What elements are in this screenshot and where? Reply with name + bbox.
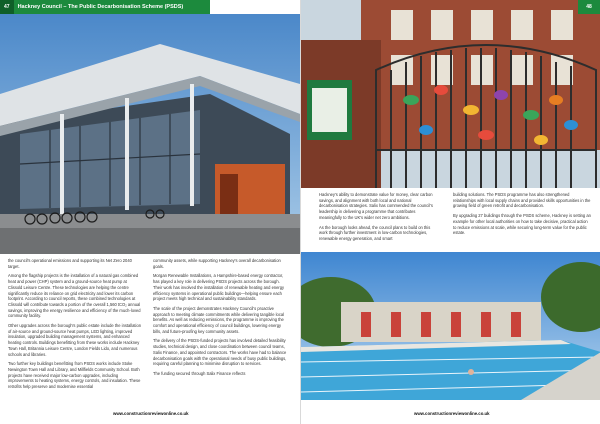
page-number: 48 bbox=[578, 0, 600, 14]
paragraph: building solutions. The PSDS programme has also strengthened relationships with local supply chains and provided skills opportunities in the growing field of green retrofit and decarbonisation. bbox=[453, 192, 591, 209]
paragraph: The scale of the project demonstrates Hackney Council's proactive approach to meeting climate commitments while delivering tangible local benefits. As well as reducing emissions, the programme is improving the comfort and operational efficiency of council buildings, lowering energy bills, and future-proofing key community assets. bbox=[153, 305, 285, 334]
page-header bbox=[0, 0, 210, 14]
header-title: Hackney Council – The Public Decarbonisation Scheme (PSDS) bbox=[17, 4, 184, 10]
text-column-1 bbox=[319, 192, 437, 246]
paragraph: Two further key buildings benefitting from PSDS works include Stoke Newington Town Hall and Library, and Millfields Community School. Both projects have received major low-carbon upgrades, including improvements to heating systems, energy controls, and insulation. These retrofits help preserve and modernise essential bbox=[8, 361, 141, 390]
paragraph: As the borough looks ahead, the council plans to build on this work through further investment in low-carbon technologies, renewable energy generation, and smart bbox=[319, 224, 431, 241]
paragraph: Morgan Renewable Installations, a Hampshire-based energy contractor, has played a key role in delivering PSDS projects across the borough. Their work has involved the installation of renewable heating and energy efficiency systems in operational public buildings—helping ensure each project meets high technical and sustainability standards. bbox=[153, 273, 285, 302]
paragraph: The funding secured through Salix Finance reflects bbox=[153, 370, 246, 376]
text-column-2 bbox=[153, 258, 289, 381]
paragraph: Other upgrades across the borough's public estate include the installation of air-source and ground-source heat pumps, LED lighting, improved insulation, upgraded building management systems, and enhanced heating controls. Buildings benefitting from these works include Hackney Town Hall, Britannia Leisure Centre, London Fields Lido, and numerous schools and libraries. bbox=[8, 323, 142, 357]
text-column-1 bbox=[8, 258, 142, 394]
leisure-centre-photo bbox=[0, 14, 300, 254]
paragraph: community assets, while supporting Hackney's overall decarbonisation goals. bbox=[153, 258, 281, 269]
paragraph: the council's operational emissions and supporting its Net Zero 2040 target. bbox=[8, 258, 132, 269]
right-page bbox=[300, 0, 600, 424]
paragraph: Among the flagship projects is the installation of a natural gas combined heat and power (CHP) system and a ground-source heat pump at Clissold Leisure Centre. These technologies are helping the centre significantly reduce its reliance on grid electricity and lower its carbon footprint. According to council reports, these combined technologies at Clissold will contribute towards a portion of the overall 1,560 tCO₂ annual savings, improving the energy resilience and efficiency of the much-loved community facility. bbox=[8, 273, 141, 319]
page-number: 47 bbox=[0, 0, 14, 14]
paragraph: By upgrading 27 buildings through the PSDS scheme, Hackney is setting an example for other local authorities on how to take decisive, practical action to reduce emissions at scale, while securing long-term value for the public estate. bbox=[453, 213, 591, 236]
text-column-2 bbox=[453, 192, 591, 240]
footer-website-link[interactable]: www.constructionreviewonline.co.uk bbox=[414, 411, 490, 416]
paragraph: The delivery of the PSDS-funded projects has involved detailed feasibility studies, technical design, and close coordination between council teams, Salix Finance, and appointed contractors. The works have had to balance decarbonisation goals with the operational needs of busy public buildings, requiring careful planning to minimise disruption to services. bbox=[153, 338, 287, 367]
footer-website-link[interactable]: www.constructionreviewonline.co.uk bbox=[113, 411, 189, 416]
outdoor-pool-photo bbox=[301, 252, 600, 400]
paragraph: Hackney's ability to demonstrate value for money, clear carbon savings, and alignment with both local and national decarbonisation strategies. Salix has commended the council's leadership in delivering a programme that contributes meaningfully to the UK's wider net zero ambitions. bbox=[319, 192, 433, 220]
school-gate-photo bbox=[301, 0, 600, 188]
